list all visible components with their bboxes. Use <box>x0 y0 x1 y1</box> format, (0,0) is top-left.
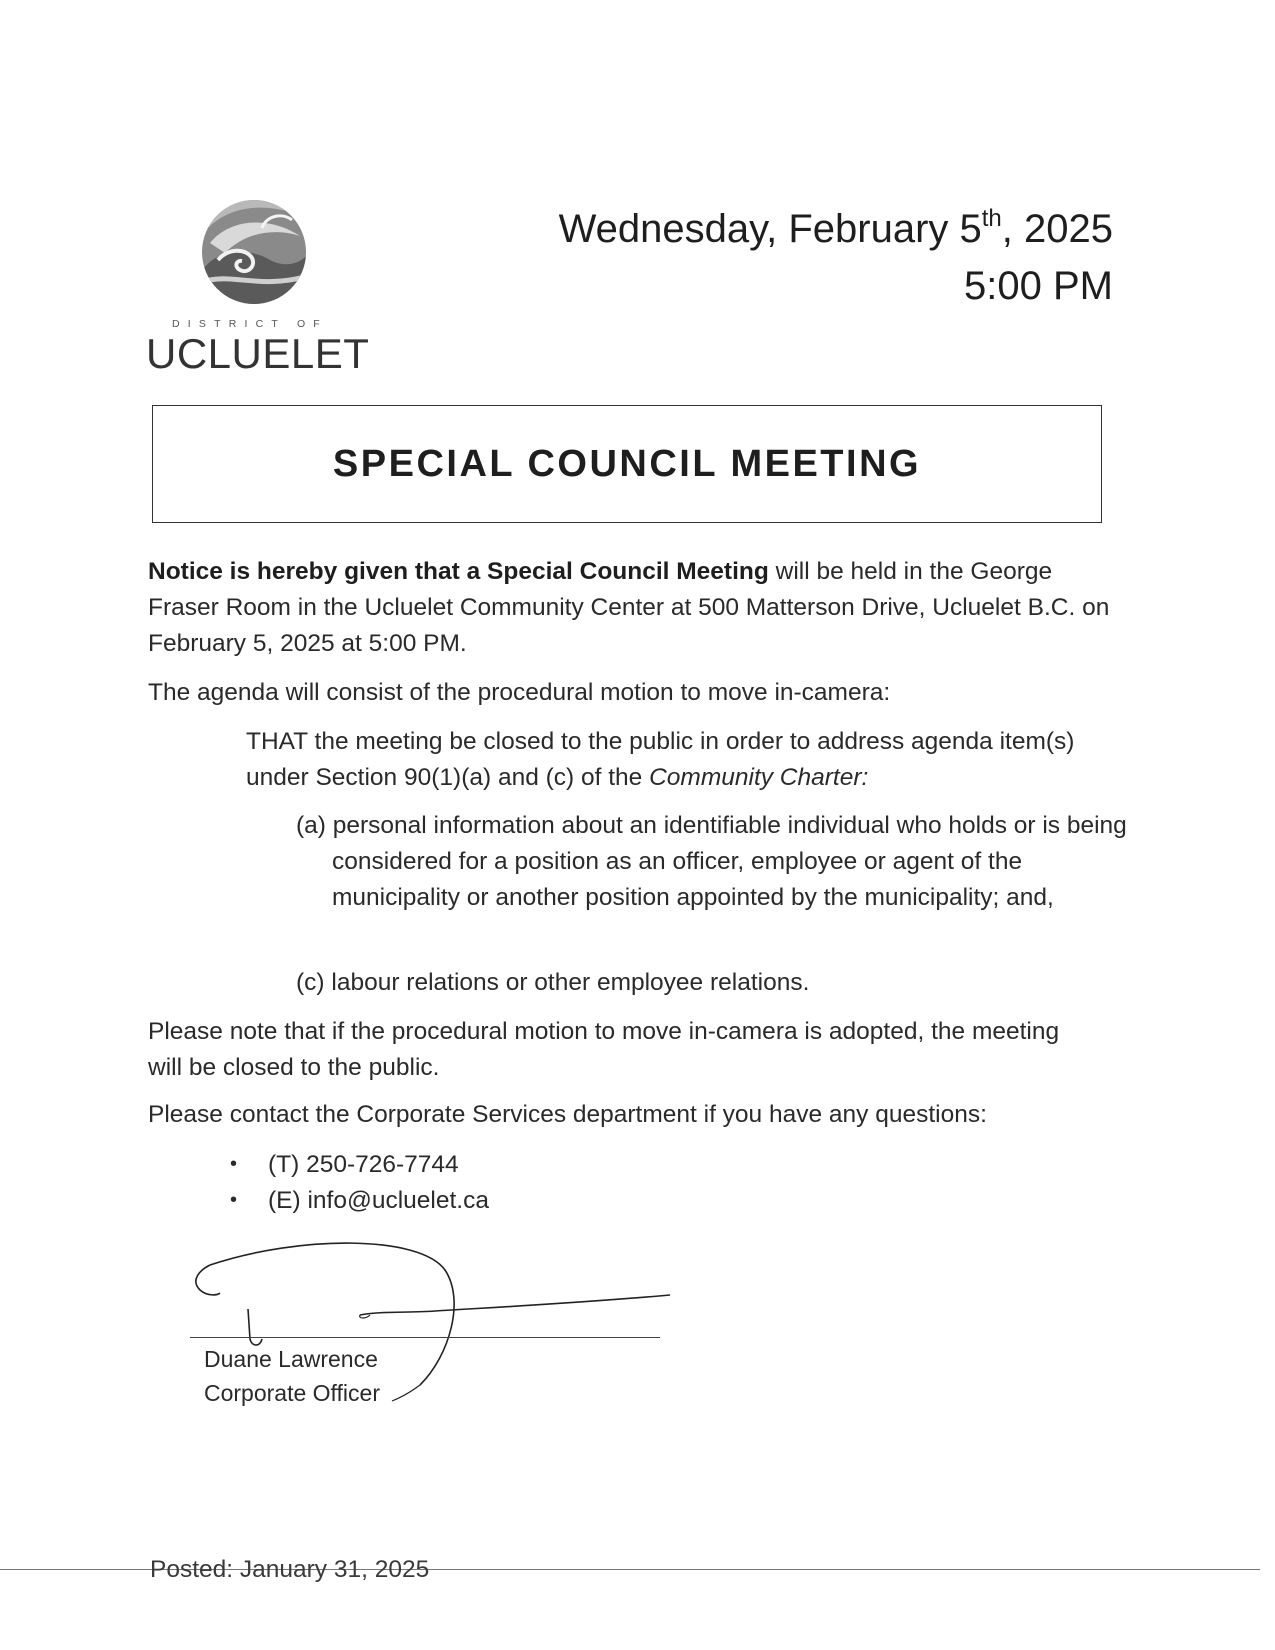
contact-email <box>230 1182 489 1219</box>
signatory-name: Duane Lawrence <box>204 1346 378 1372</box>
motion-charter: Community Charter: <box>649 764 869 791</box>
logo-district-text: DISTRICT OF <box>172 318 328 330</box>
bullet-icon: • <box>230 1189 238 1211</box>
contact-phone <box>230 1146 459 1183</box>
motion-text <box>246 724 1106 796</box>
bullet-icon: • <box>230 1153 238 1175</box>
item-a: (a) personal information about an identifiable individual who holds or is being considered for a position as an officer, employee or agent of the municipality or another position appointed by the municipality; and, <box>296 812 1127 911</box>
page-title: SPECIAL COUNCIL MEETING <box>332 442 922 485</box>
notice-paragraph <box>148 554 1118 662</box>
motion-body: THAT the meeting be closed to the public in order to address agenda item(s) under Section 90(1)(a) and (c) of the <box>246 728 1075 791</box>
agenda-intro: The agenda will consist of the procedural motion to move in-camera: <box>148 679 891 706</box>
signatory-title: Corporate Officer <box>204 1380 380 1406</box>
signature-line <box>190 1337 660 1338</box>
note-paragraph: Please note that if the procedural motion to move in-camera is adopted, the meeting will be closed to the public. <box>148 1018 1060 1081</box>
contact-intro: Please contact the Corporate Services department if you have any questions: <box>148 1101 987 1128</box>
date-year: , 2025 <box>1001 207 1113 251</box>
notice-bold-text: Notice is hereby given that a Special Council Meeting <box>148 558 769 585</box>
phone-text: (T) 250-726-7744 <box>268 1151 459 1178</box>
logo-name: UCLUELET <box>146 330 370 377</box>
date-text: Wednesday, February 5 <box>558 207 982 251</box>
meeting-time: 5:00 PM <box>964 264 1113 308</box>
date-suffix: th <box>981 205 1002 232</box>
posted-date: Posted: January 31, 2025 <box>150 1556 430 1583</box>
ucluelet-logo <box>200 198 308 306</box>
notice-text: will be held in the George Fraser Room in the Ucluelet Community Center at 500 Matterson Drive, Ucluelet B.C. on February 5, 2025 at 5:00 PM. <box>148 558 1110 657</box>
meeting-date <box>559 207 1113 252</box>
item-c: (c) labour relations or other employee relations. <box>296 969 810 996</box>
title-box <box>152 405 1102 523</box>
email-text: (E) info@ucluelet.ca <box>268 1187 489 1214</box>
